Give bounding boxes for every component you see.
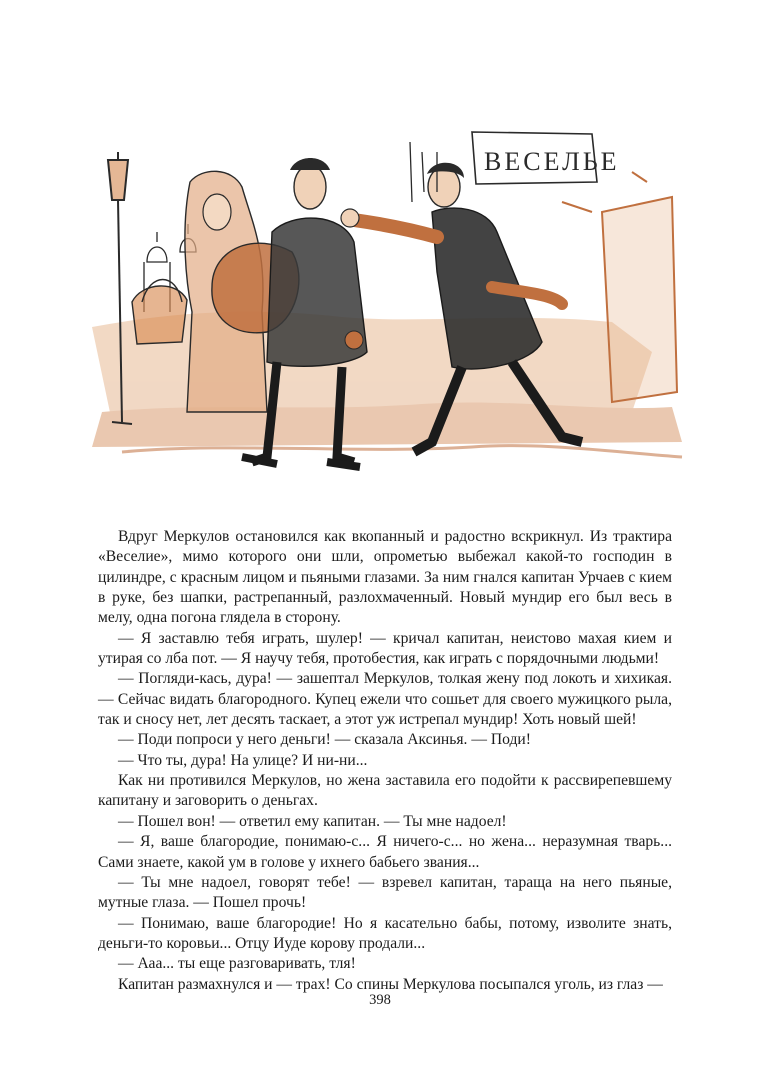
- tavern-sign-text: ВЕСЕЛЬЕ: [484, 147, 620, 176]
- illustration-drawing: [92, 112, 692, 494]
- paragraph: — Я, ваше благородие, понимаю-с... Я ничего-с... но жена... неразумная тварь... Сами знаете, какой ум в голове у ихнего бабьего звания...: [98, 833, 672, 871]
- paragraph: — Понимаю, ваше благородие! Но я касательно бабы, потому, изволите знать, деньги-то коровьи... Отцу Иуде корову продали...: [98, 914, 672, 952]
- paragraph: — Погляди-кась, дура! — зашептал Меркулов, толкая жену под локоть и хихикая. — Сейчас видать благородного. Купец ежели что сошьет для своего мужицкого рыла, так и сносу нет, лет десять таскает, а этот уж истрепал мундир! Хоть новый шей!: [98, 670, 672, 729]
- paragraph: — Пошел вон! — ответил ему капитан. — Ты мне надоел!: [118, 812, 507, 830]
- illustration: [92, 112, 692, 494]
- paragraph: — Я заставлю тебя играть, шулер! — кричал капитан, неистово махая кием и утирая со лба пот. — Я научу тебя, протобестия, как играть с порядочными людьми!: [98, 629, 672, 668]
- paragraph: Вдруг Меркулов остановился как вкопанный и радостно вскрикнул. Из трактира «Веселие», мимо которого они шли, опрометью выбежал какой-то господин в цилиндре, с красным лицом и пьяными глазами. За ним гнался капитан Урчаев с кием в руке, без шапки, растрепанный, разлохмаченный. Новый мундир его был весь в мелу, одна погона глядела в сторону.: [98, 528, 672, 627]
- paragraph: Как ни противился Меркулов, но жена заставила его подойти к рассвирепевшему капитану и заговорить о деньгах.: [98, 772, 672, 810]
- paragraph: — Что ты, дура! На улице? И ни-ни...: [118, 751, 368, 769]
- paragraph: Капитан размахнулся и — трах! Со спины Меркулова посыпался уголь, из глаз —: [118, 975, 663, 993]
- body-text: [98, 527, 672, 995]
- paragraph: — Поди попроси у него деньги! — сказала Аксинья. — Поди!: [118, 731, 531, 749]
- paragraph: — Ты мне надоел, говорят тебе! — взревел капитан, таращa на него пьяные, мутные глаза. — Пошел прочь!: [98, 873, 672, 912]
- paragraph: — Ааа... ты еще разговаривать, тля!: [118, 955, 356, 973]
- page-number: 398: [369, 992, 391, 1008]
